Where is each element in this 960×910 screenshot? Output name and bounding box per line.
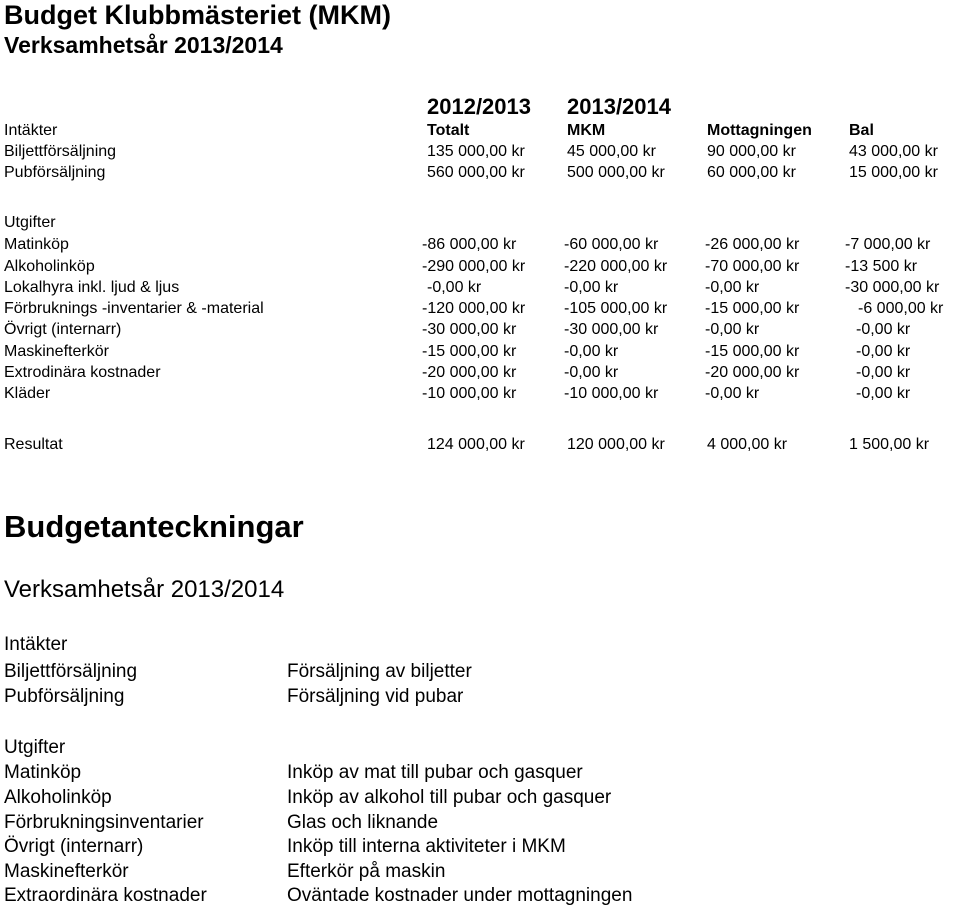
page-subtitle: Verksamhetsår 2013/2014 <box>4 32 283 58</box>
note-description: Efterkör på maskin <box>287 861 446 882</box>
cell-bal: 43 000,00 kr <box>849 143 938 160</box>
cell-totalt: -86 000,00 kr <box>422 236 517 253</box>
list-item <box>0 661 960 685</box>
cell-totalt: -30 000,00 kr <box>422 321 517 338</box>
column-header-totalt: Totalt <box>427 122 470 139</box>
row-label: Maskinefterkör <box>4 343 109 360</box>
cell-mkm: -0,00 kr <box>564 279 619 296</box>
expense-header-row <box>0 214 960 234</box>
list-item <box>0 812 960 836</box>
note-description: Försäljning av biljetter <box>287 661 472 682</box>
row-label: Övrigt (internarr) <box>4 321 122 338</box>
list-item <box>0 787 960 811</box>
cell-mkm: -30 000,00 kr <box>564 321 659 338</box>
table-row <box>0 321 960 341</box>
row-label: Matinköp <box>4 236 69 253</box>
table-row <box>0 364 960 384</box>
note-label: Biljettförsäljning <box>4 661 138 682</box>
cell-totalt: -15 000,00 kr <box>422 343 517 360</box>
note-label: Matinköp <box>4 762 82 783</box>
list-item <box>0 762 960 786</box>
row-label: Extrodinära kostnader <box>4 364 161 381</box>
table-row <box>0 164 960 184</box>
cell-bal: -13 500 kr <box>845 258 918 275</box>
note-description: Försäljning vid pubar <box>287 686 464 707</box>
list-item <box>0 861 960 885</box>
table-row <box>0 279 960 299</box>
cell-totalt: -0,00 kr <box>427 279 482 296</box>
cell-totalt: -120 000,00 kr <box>422 300 526 317</box>
expense-section-label: Utgifter <box>4 214 56 231</box>
cell-mottagningen: -0,00 kr <box>705 279 760 296</box>
table-row <box>0 236 960 256</box>
cell-mottagningen: -15 000,00 kr <box>705 343 800 360</box>
cell-mkm: 120 000,00 kr <box>567 436 665 453</box>
cell-mottagningen: -26 000,00 kr <box>705 236 800 253</box>
row-label: Lokalhyra inkl. ljud & ljus <box>4 279 180 296</box>
cell-mkm: -105 000,00 kr <box>564 300 668 317</box>
list-item <box>0 885 960 909</box>
list-item <box>0 686 960 710</box>
cell-mkm: 500 000,00 kr <box>567 164 665 181</box>
cell-totalt: -290 000,00 kr <box>422 258 526 275</box>
cell-totalt: 560 000,00 kr <box>427 164 525 181</box>
row-label: Alkoholinköp <box>4 258 95 275</box>
cell-mkm: -10 000,00 kr <box>564 385 659 402</box>
cell-mottagningen: -0,00 kr <box>705 385 760 402</box>
cell-bal: -0,00 kr <box>856 364 911 381</box>
cell-totalt: 124 000,00 kr <box>427 436 525 453</box>
cell-mottagningen: 4 000,00 kr <box>707 436 788 453</box>
cell-bal: 1 500,00 kr <box>849 436 930 453</box>
cell-mottagningen: 90 000,00 kr <box>707 143 796 160</box>
cell-totalt: -20 000,00 kr <box>422 364 517 381</box>
note-label: Förbrukningsinventarier <box>4 812 204 833</box>
cell-bal: -6 000,00 kr <box>858 300 944 317</box>
row-label: Kläder <box>4 385 51 402</box>
row-label: Biljettförsäljning <box>4 143 117 160</box>
cell-totalt: -10 000,00 kr <box>422 385 517 402</box>
cell-bal: -0,00 kr <box>856 321 911 338</box>
note-label: Alkoholinköp <box>4 787 112 808</box>
cell-bal: -0,00 kr <box>856 385 911 402</box>
cell-mottagningen: -70 000,00 kr <box>705 258 800 275</box>
notes-income-header <box>0 634 960 658</box>
row-label: Resultat <box>4 436 63 453</box>
table-row <box>0 258 960 278</box>
note-description: Glas och liknande <box>287 812 439 833</box>
notes-expense-header <box>0 737 960 761</box>
table-row <box>0 385 960 405</box>
cell-mkm: -0,00 kr <box>564 343 619 360</box>
cell-mottagningen: -20 000,00 kr <box>705 364 800 381</box>
cell-mottagningen: 60 000,00 kr <box>707 164 796 181</box>
table-row <box>0 143 960 163</box>
column-header-mottagningen: Mottagningen <box>707 122 812 139</box>
page-title: Budget Klubbmästeriet (MKM) <box>4 0 391 30</box>
income-header-row <box>0 122 960 142</box>
cell-bal: -0,00 kr <box>856 343 911 360</box>
cell-mkm: -220 000,00 kr <box>564 258 668 275</box>
note-label: Pubförsäljning <box>4 686 125 707</box>
note-description: Inköp av mat till pubar och gasquer <box>287 762 583 783</box>
note-label: Övrigt (internarr) <box>4 836 144 857</box>
list-item <box>0 836 960 860</box>
cell-mottagningen: -15 000,00 kr <box>705 300 800 317</box>
cell-mottagningen: -0,00 kr <box>705 321 760 338</box>
cell-totalt: 135 000,00 kr <box>427 143 525 160</box>
column-header-mkm: MKM <box>567 122 606 139</box>
column-header-bal: Bal <box>849 122 874 139</box>
notes-subheading: Verksamhetsår 2013/2014 <box>4 576 285 603</box>
year-header-current: 2013/2014 <box>567 94 671 119</box>
income-section-label: Intäkter <box>4 122 58 139</box>
note-description: Inköp av alkohol till pubar och gasquer <box>287 787 612 808</box>
notes-heading: Budgetanteckningar <box>4 509 304 544</box>
cell-bal: -7 000,00 kr <box>845 236 931 253</box>
notes-income-label: Intäkter <box>4 634 68 655</box>
row-label: Pubförsäljning <box>4 164 106 181</box>
cell-mkm: 45 000,00 kr <box>567 143 656 160</box>
cell-mkm: -60 000,00 kr <box>564 236 659 253</box>
row-label: Förbruknings -inventarier & -material <box>4 300 264 317</box>
table-row <box>0 343 960 363</box>
table-row <box>0 300 960 320</box>
year-header-previous: 2012/2013 <box>427 94 531 119</box>
note-description: Inköp till interna aktiviteter i MKM <box>287 836 566 857</box>
cell-mkm: -0,00 kr <box>564 364 619 381</box>
notes-expense-label: Utgifter <box>4 737 66 758</box>
cell-bal: -30 000,00 kr <box>845 279 940 296</box>
result-row <box>0 436 960 456</box>
note-label: Maskinefterkör <box>4 861 129 882</box>
note-label: Extraordinära kostnader <box>4 885 207 906</box>
note-description: Oväntade kostnader under mottagningen <box>287 885 633 906</box>
cell-bal: 15 000,00 kr <box>849 164 938 181</box>
